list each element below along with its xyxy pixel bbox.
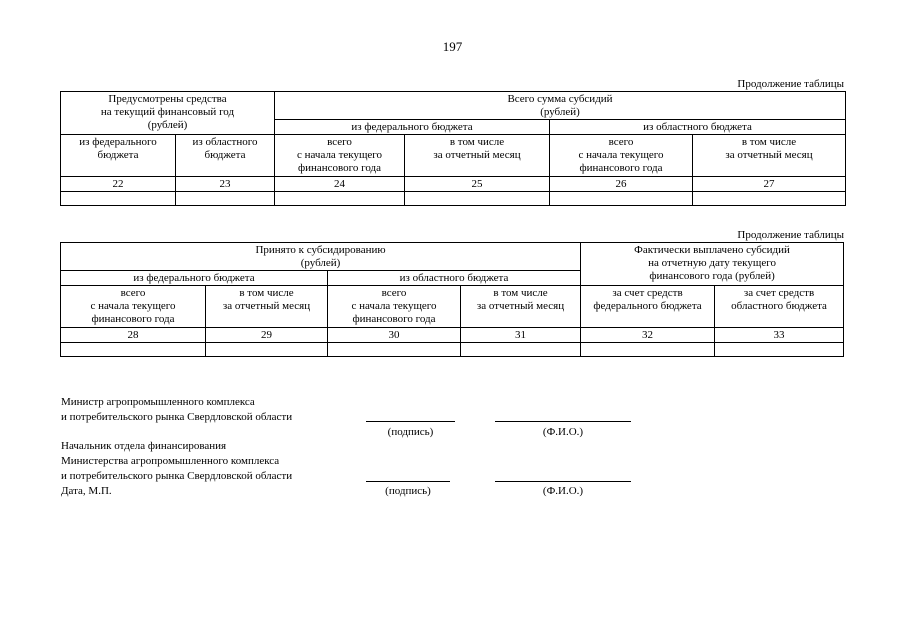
table-subsidies-accepted bbox=[60, 242, 844, 357]
signature-line[interactable] bbox=[366, 481, 450, 482]
col-header: всего с начала текущего финансового года bbox=[550, 135, 693, 177]
column-number: 28 bbox=[61, 328, 206, 343]
name-line[interactable] bbox=[495, 421, 631, 422]
col-header: из областного бюджета bbox=[176, 135, 275, 177]
col-header: в том числе за отчетный месяц bbox=[405, 135, 550, 177]
col-header: в том числе за отчетный месяц bbox=[693, 135, 846, 177]
data-cell[interactable] bbox=[715, 343, 844, 357]
column-number: 27 bbox=[693, 177, 846, 192]
table-subsidies-planned bbox=[60, 91, 846, 206]
data-cell[interactable] bbox=[461, 343, 581, 357]
col-header: за счет средств федерального бюджета bbox=[581, 286, 715, 328]
header-federal-budget: из федерального бюджета bbox=[275, 120, 550, 135]
data-cell[interactable] bbox=[328, 343, 461, 357]
continuation-label: Продолжение таблицы bbox=[737, 78, 844, 90]
signature-caption: (подпись) bbox=[385, 485, 431, 497]
column-number: 22 bbox=[61, 177, 176, 192]
name-line[interactable] bbox=[495, 481, 631, 482]
signatory-title-line: Министерства агропромышленного комплекса bbox=[61, 455, 280, 467]
signatory-title-line: Начальник отдела финансирования bbox=[61, 440, 227, 452]
col-header: за счет средств областного бюджета bbox=[715, 286, 844, 328]
column-number: 24 bbox=[275, 177, 405, 192]
date-stamp-line: Дата, М.П. bbox=[61, 485, 112, 497]
data-cell[interactable] bbox=[693, 192, 846, 206]
page-number: 197 bbox=[442, 39, 463, 54]
column-numbers-row bbox=[61, 328, 844, 343]
column-number: 29 bbox=[206, 328, 328, 343]
column-number: 30 bbox=[328, 328, 461, 343]
empty-data-row bbox=[61, 343, 844, 357]
column-number: 33 bbox=[715, 328, 844, 343]
column-numbers-row bbox=[61, 177, 846, 192]
col-header: в том числе за отчетный месяц bbox=[206, 286, 328, 328]
data-cell[interactable] bbox=[275, 192, 405, 206]
empty-data-row bbox=[61, 192, 846, 206]
col-header: в том числе за отчетный месяц bbox=[461, 286, 581, 328]
signatory-title-line: Министр агропромышленного комплекса bbox=[61, 396, 255, 408]
header-federal-budget: из федерального бюджета bbox=[61, 271, 328, 286]
column-number: 26 bbox=[550, 177, 693, 192]
header-planned-funds: Предусмотрены средства на текущий финансовый год (рублей) bbox=[61, 92, 275, 135]
col-header: всего с начала текущего финансового года bbox=[61, 286, 206, 328]
col-header: всего с начала текущего финансового года bbox=[328, 286, 461, 328]
header-accepted-for-subsidy: Принято к субсидированию (рублей) bbox=[61, 243, 581, 271]
header-regional-budget: из областного бюджета bbox=[550, 120, 846, 135]
data-cell[interactable] bbox=[61, 343, 206, 357]
header-total-subsidies: Всего сумма субсидий (рублей) bbox=[275, 92, 846, 120]
data-cell[interactable] bbox=[405, 192, 550, 206]
data-cell[interactable] bbox=[61, 192, 176, 206]
column-number: 23 bbox=[176, 177, 275, 192]
col-header: всего с начала текущего финансового года bbox=[275, 135, 405, 177]
continuation-label: Продолжение таблицы bbox=[737, 229, 844, 241]
header-regional-budget: из областного бюджета bbox=[328, 271, 581, 286]
signature-line[interactable] bbox=[366, 421, 455, 422]
column-number: 32 bbox=[581, 328, 715, 343]
signature-caption: (подпись) bbox=[387, 426, 434, 438]
data-cell[interactable] bbox=[206, 343, 328, 357]
column-number: 31 bbox=[461, 328, 581, 343]
data-cell[interactable] bbox=[550, 192, 693, 206]
data-cell[interactable] bbox=[581, 343, 715, 357]
data-cell[interactable] bbox=[176, 192, 275, 206]
header-actually-paid: Фактически выплачено субсидий на отчетную дату текущего финансового года (рублей) bbox=[581, 243, 844, 286]
signatory-title-line: и потребительского рынка Свердловской области bbox=[61, 411, 293, 423]
column-number: 25 bbox=[405, 177, 550, 192]
signature-block-department-head bbox=[61, 439, 292, 499]
signatory-title-line: и потребительского рынка Свердловской области bbox=[61, 470, 293, 482]
col-header: из федерального бюджета bbox=[61, 135, 176, 177]
name-caption: (Ф.И.О.) bbox=[542, 485, 584, 497]
signature-block-minister bbox=[61, 395, 292, 425]
name-caption: (Ф.И.О.) bbox=[542, 426, 584, 438]
